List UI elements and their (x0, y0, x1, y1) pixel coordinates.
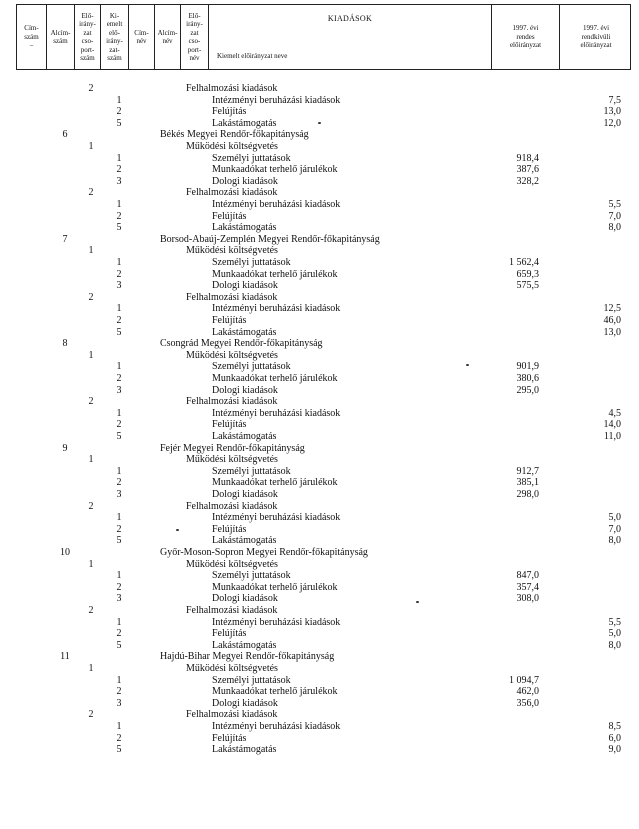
alcim-szam: 2 (88, 605, 94, 616)
kiemelt-eloiranyzat-nev: Személyi juttatások (212, 361, 291, 373)
eloiranyzat-csoport-nev: Működési költségvetés (186, 558, 278, 570)
alcim-szam: 2 (88, 396, 94, 408)
eloiranyzat-csoport-nev: Felhalmozási kiadások (186, 605, 278, 616)
alcim-szam: 1 (88, 245, 94, 257)
eloiranyzat-csoport-nev: Működési költségvetés (186, 349, 278, 361)
rendkivuli-eloiranyzat: 7,0 (608, 210, 621, 222)
rendkivuli-eloiranyzat: 13,0 (603, 106, 621, 118)
table-row (0, 385, 639, 396)
header-cimnev: Cím- név (129, 5, 155, 69)
kiemelt-eloiranyzat-nev: Lakástámogatás (212, 535, 277, 547)
kiemelt-eloiranyzat-nev: Intézményi beruházási kiadások (212, 616, 341, 628)
table-row (0, 628, 639, 639)
kiemelt-eloiranyzat-nev: Intézményi beruházási kiadások (212, 512, 341, 524)
kiemelt-szam: 2 (116, 477, 122, 489)
table-row (0, 141, 639, 152)
table-row (0, 454, 639, 465)
table-row (0, 524, 639, 535)
rendes-eloiranyzat: 357,4 (516, 581, 539, 593)
rendes-eloiranyzat: 328,2 (516, 175, 539, 187)
table-row (0, 663, 639, 674)
table-row (0, 396, 639, 407)
kiemelt-szam: 2 (116, 106, 122, 118)
scan-speck (318, 122, 321, 124)
kiemelt-eloiranyzat-nev: Felújítás (212, 523, 247, 535)
cim-szam: 7 (62, 233, 68, 245)
cim-nev: Békés Megyei Rendőr-főkapitányság (160, 129, 309, 141)
rendes-eloiranyzat: 308,0 (516, 593, 539, 605)
table-row (0, 373, 639, 384)
rendes-eloiranyzat: 918,4 (516, 152, 539, 164)
header-kiadasok: KIADÁSOK (327, 14, 373, 23)
kiemelt-eloiranyzat-nev: Felújítás (212, 106, 247, 118)
kiemelt-szam: 5 (116, 535, 122, 547)
table-row (0, 83, 639, 94)
cim-szam: 10 (60, 547, 70, 558)
kiemelt-eloiranyzat-nev: Dologi kiadások (212, 384, 278, 396)
rendkivuli-eloiranyzat: 14,0 (603, 419, 621, 431)
scan-speck (416, 601, 419, 603)
kiemelt-szam: 2 (116, 523, 122, 535)
kiemelt-szam: 1 (116, 512, 122, 524)
kiemelt-szam: 1 (116, 616, 122, 628)
cim-szam: 6 (62, 129, 68, 141)
alcim-szam: 1 (88, 141, 94, 152)
header-cimszam: Cím- szám – (17, 5, 47, 69)
rendes-eloiranyzat: 298,0 (516, 489, 539, 500)
alcim-szam: 1 (88, 663, 94, 674)
eloiranyzat-csoport-nev: Felhalmozási kiadások (186, 83, 278, 94)
alcim-szam: 2 (88, 500, 94, 512)
kiemelt-eloiranyzat-nev: Munkaadókat terhelő járulékok (212, 373, 338, 384)
table-row (0, 466, 639, 477)
cim-nev: Hajdú-Bihar Megyei Rendőr-főkapitányság (160, 651, 335, 663)
kiemelt-eloiranyzat-nev: Lakástámogatás (212, 117, 277, 129)
table-row (0, 153, 639, 164)
kiemelt-szam: 5 (116, 431, 122, 442)
kiemelt-szam: 2 (116, 373, 122, 384)
kiemelt-szam: 2 (116, 732, 122, 744)
table-row (0, 547, 639, 558)
kiemelt-eloiranyzat-nev: Intézményi beruházási kiadások (212, 199, 341, 210)
rendkivuli-eloiranyzat: 6,0 (608, 732, 621, 744)
table-row (0, 698, 639, 709)
table-row (0, 559, 639, 570)
eloiranyzat-csoport-nev: Működési költségvetés (186, 454, 278, 466)
kiemelt-szam: 1 (116, 361, 122, 373)
rendkivuli-eloiranyzat: 8,0 (608, 222, 621, 234)
cim-szam: 9 (62, 442, 68, 454)
kiemelt-eloiranyzat-nev: Dologi kiadások (212, 697, 278, 709)
rendkivuli-eloiranyzat: 13,0 (603, 326, 621, 338)
header-kiemelt-nev: Kiemelt előirányzat neve (217, 52, 288, 60)
scan-speck (176, 529, 179, 531)
scan-speck (466, 364, 469, 366)
kiemelt-szam: 5 (116, 326, 122, 338)
rendkivuli-eloiranyzat: 7,5 (608, 94, 621, 106)
rendkivuli-eloiranyzat: 8,0 (608, 535, 621, 547)
rendes-eloiranyzat: 575,5 (516, 280, 539, 292)
rendkivuli-eloiranyzat: 9,0 (608, 744, 621, 756)
kiemelt-eloiranyzat-nev: Dologi kiadások (212, 280, 278, 292)
kiemelt-szam: 1 (116, 152, 122, 164)
table-row (0, 338, 639, 349)
kiemelt-eloiranyzat-nev: Személyi juttatások (212, 674, 291, 686)
kiemelt-szam: 1 (116, 570, 122, 582)
kiemelt-eloiranyzat-nev: Munkaadókat terhelő járulékok (212, 477, 338, 489)
table-row (0, 164, 639, 175)
eloiranyzat-csoport-nev: Működési költségvetés (186, 245, 278, 257)
rendes-eloiranyzat: 912,7 (516, 465, 539, 477)
rendes-eloiranyzat: 380,6 (516, 373, 539, 384)
kiemelt-szam: 1 (116, 257, 122, 268)
header-eloiranyzat-csoport-nev: Elő- irány- zat cso- port- név (181, 5, 209, 69)
kiemelt-eloiranyzat-nev: Személyi juttatások (212, 465, 291, 477)
kiemelt-szam: 2 (116, 419, 122, 431)
kiemelt-szam: 3 (116, 175, 122, 187)
kiemelt-eloiranyzat-nev: Intézményi beruházási kiadások (212, 721, 341, 732)
kiemelt-eloiranyzat-nev: Lakástámogatás (212, 744, 277, 756)
kiemelt-szam: 3 (116, 697, 122, 709)
kiemelt-szam: 5 (116, 222, 122, 234)
cim-nev: Győr-Moson-Sopron Megyei Rendőr-főkapitányság (160, 547, 368, 558)
rendes-eloiranyzat: 295,0 (516, 384, 539, 396)
alcim-szam: 2 (88, 187, 94, 199)
rendkivuli-eloiranyzat: 8,5 (608, 721, 621, 732)
rendes-eloiranyzat: 1 562,4 (509, 257, 539, 268)
table-row (0, 292, 639, 303)
rendes-eloiranyzat: 659,3 (516, 268, 539, 280)
table-row (0, 234, 639, 245)
table-row (0, 489, 639, 500)
kiemelt-szam: 1 (116, 199, 122, 210)
rendes-eloiranyzat: 356,0 (516, 697, 539, 709)
rendkivuli-eloiranyzat: 5,0 (608, 628, 621, 640)
eloiranyzat-csoport-nev: Felhalmozási kiadások (186, 291, 278, 303)
table-row (0, 419, 639, 430)
table-row (0, 709, 639, 720)
table-row (0, 431, 639, 442)
table-row (0, 106, 639, 117)
cim-nev: Csongrád Megyei Rendőr-főkapitányság (160, 338, 323, 350)
table-row (0, 327, 639, 338)
kiemelt-eloiranyzat-nev: Intézményi beruházási kiadások (212, 94, 341, 106)
table-row (0, 512, 639, 523)
table-row (0, 350, 639, 361)
kiemelt-eloiranyzat-nev: Személyi juttatások (212, 570, 291, 582)
rendkivuli-eloiranyzat: 5,5 (608, 616, 621, 628)
rendes-eloiranyzat: 847,0 (516, 570, 539, 582)
table-row (0, 257, 639, 268)
kiemelt-eloiranyzat-nev: Dologi kiadások (212, 489, 278, 500)
table-row (0, 733, 639, 744)
alcim-szam: 2 (88, 83, 94, 94)
rendkivuli-eloiranyzat: 12,5 (603, 303, 621, 315)
cim-szam: 11 (60, 651, 70, 663)
rendkivuli-eloiranyzat: 11,0 (603, 431, 621, 442)
rendes-eloiranyzat: 1 094,7 (509, 674, 539, 686)
kiemelt-szam: 1 (116, 407, 122, 419)
kiemelt-eloiranyzat-nev: Lakástámogatás (212, 222, 277, 234)
alcim-szam: 1 (88, 349, 94, 361)
eloiranyzat-csoport-nev: Működési költségvetés (186, 663, 278, 674)
kiemelt-eloiranyzat-nev: Intézményi beruházási kiadások (212, 407, 341, 419)
header-rendes-eloiranyzat: 1997. évi rendes előirányzat (492, 5, 560, 69)
header-alcimszam: Alcím- szám (47, 5, 75, 69)
kiemelt-eloiranyzat-nev: Felújítás (212, 732, 247, 744)
kiemelt-eloiranyzat-nev: Személyi juttatások (212, 257, 291, 268)
kiemelt-szam: 3 (116, 280, 122, 292)
kiemelt-szam: 5 (116, 744, 122, 756)
kiemelt-eloiranyzat-nev: Munkaadókat terhelő járulékok (212, 164, 338, 176)
table-row (0, 315, 639, 326)
kiemelt-eloiranyzat-nev: Személyi juttatások (212, 152, 291, 164)
kiemelt-eloiranyzat-nev: Felújítás (212, 210, 247, 222)
eloiranyzat-csoport-nev: Felhalmozási kiadások (186, 396, 278, 408)
table-row (0, 280, 639, 291)
table-row (0, 129, 639, 140)
table-row (0, 408, 639, 419)
rendkivuli-eloiranyzat: 4,5 (608, 407, 621, 419)
table-row (0, 721, 639, 732)
rendes-eloiranyzat: 901,9 (516, 361, 539, 373)
kiemelt-szam: 2 (116, 581, 122, 593)
table-row (0, 211, 639, 222)
eloiranyzat-csoport-nev: Felhalmozási kiadások (186, 500, 278, 512)
table-row (0, 361, 639, 372)
kiemelt-szam: 3 (116, 489, 122, 500)
table-row (0, 640, 639, 651)
kiemelt-szam: 2 (116, 210, 122, 222)
table-row (0, 593, 639, 604)
header-alcimnev: Alcím- név (155, 5, 181, 69)
table-row (0, 199, 639, 210)
kiemelt-eloiranyzat-nev: Lakástámogatás (212, 326, 277, 338)
kiemelt-szam: 5 (116, 639, 122, 651)
table-row (0, 501, 639, 512)
alcim-szam: 1 (88, 558, 94, 570)
kiemelt-szam: 1 (116, 303, 122, 315)
cim-nev: Fejér Megyei Rendőr-főkapitányság (160, 442, 305, 454)
rendkivuli-eloiranyzat: 7,0 (608, 523, 621, 535)
header-eloiranyzat-csoport-szam: Elő- irány- zat cso- port- szám (75, 5, 101, 69)
header-kiemelt-eloiranyzat-szam: Ki- emelt elő- irány- zat- szám (101, 5, 129, 69)
table-row (0, 176, 639, 187)
kiemelt-eloiranyzat-nev: Felújítás (212, 315, 247, 326)
table-row (0, 605, 639, 616)
table-row (0, 686, 639, 697)
alcim-szam: 1 (88, 454, 94, 466)
eloiranyzat-csoport-nev: Felhalmozási kiadások (186, 187, 278, 199)
table-row (0, 477, 639, 488)
table-row (0, 245, 639, 256)
header-kiadasok-cell (209, 5, 492, 69)
rendes-eloiranyzat: 462,0 (516, 686, 539, 698)
table-header (16, 4, 631, 70)
table-row (0, 570, 639, 581)
table-row (0, 744, 639, 755)
rendes-eloiranyzat: 385,1 (516, 477, 539, 489)
table-row (0, 651, 639, 662)
kiemelt-eloiranyzat-nev: Dologi kiadások (212, 175, 278, 187)
kiemelt-szam: 3 (116, 593, 122, 605)
kiemelt-szam: 1 (116, 465, 122, 477)
kiemelt-szam: 2 (116, 628, 122, 640)
kiemelt-szam: 5 (116, 117, 122, 129)
rendkivuli-eloiranyzat: 5,0 (608, 512, 621, 524)
rendkivuli-eloiranyzat: 12,0 (603, 117, 621, 129)
rendkivuli-eloiranyzat: 5,5 (608, 199, 621, 210)
kiemelt-szam: 1 (116, 721, 122, 732)
table-row (0, 95, 639, 106)
kiemelt-eloiranyzat-nev: Munkaadókat terhelő járulékok (212, 581, 338, 593)
kiemelt-eloiranyzat-nev: Intézményi beruházási kiadások (212, 303, 341, 315)
kiemelt-szam: 3 (116, 384, 122, 396)
kiemelt-szam: 1 (116, 94, 122, 106)
table-row (0, 269, 639, 280)
alcim-szam: 2 (88, 709, 94, 721)
table-row (0, 303, 639, 314)
kiemelt-szam: 2 (116, 268, 122, 280)
kiemelt-szam: 2 (116, 686, 122, 698)
rendkivuli-eloiranyzat: 46,0 (603, 315, 621, 326)
table-row (0, 582, 639, 593)
table-row (0, 617, 639, 628)
kiemelt-szam: 2 (116, 164, 122, 176)
kiemelt-eloiranyzat-nev: Lakástámogatás (212, 639, 277, 651)
table-row (0, 187, 639, 198)
cim-nev: Borsod-Abaúj-Zemplén Megyei Rendőr-főkapitányság (160, 233, 380, 245)
table-row (0, 443, 639, 454)
eloiranyzat-csoport-nev: Működési költségvetés (186, 141, 278, 152)
table-row (0, 675, 639, 686)
eloiranyzat-csoport-nev: Felhalmozási kiadások (186, 709, 278, 721)
kiemelt-eloiranyzat-nev: Felújítás (212, 628, 247, 640)
kiemelt-eloiranyzat-nev: Munkaadókat terhelő járulékok (212, 686, 338, 698)
rendes-eloiranyzat: 387,6 (516, 164, 539, 176)
kiemelt-szam: 2 (116, 315, 122, 326)
table-row (0, 535, 639, 546)
cim-szam: 8 (62, 338, 68, 350)
rendkivuli-eloiranyzat: 8,0 (608, 639, 621, 651)
table-row (0, 222, 639, 233)
kiemelt-eloiranyzat-nev: Munkaadókat terhelő járulékok (212, 268, 338, 280)
kiemelt-szam: 1 (116, 674, 122, 686)
kiemelt-eloiranyzat-nev: Dologi kiadások (212, 593, 278, 605)
kiemelt-eloiranyzat-nev: Felújítás (212, 419, 247, 431)
alcim-szam: 2 (88, 291, 94, 303)
kiemelt-eloiranyzat-nev: Lakástámogatás (212, 431, 277, 442)
header-rendkivuli-eloiranyzat: 1997. évi rendkívüli előirányzat (580, 24, 612, 50)
